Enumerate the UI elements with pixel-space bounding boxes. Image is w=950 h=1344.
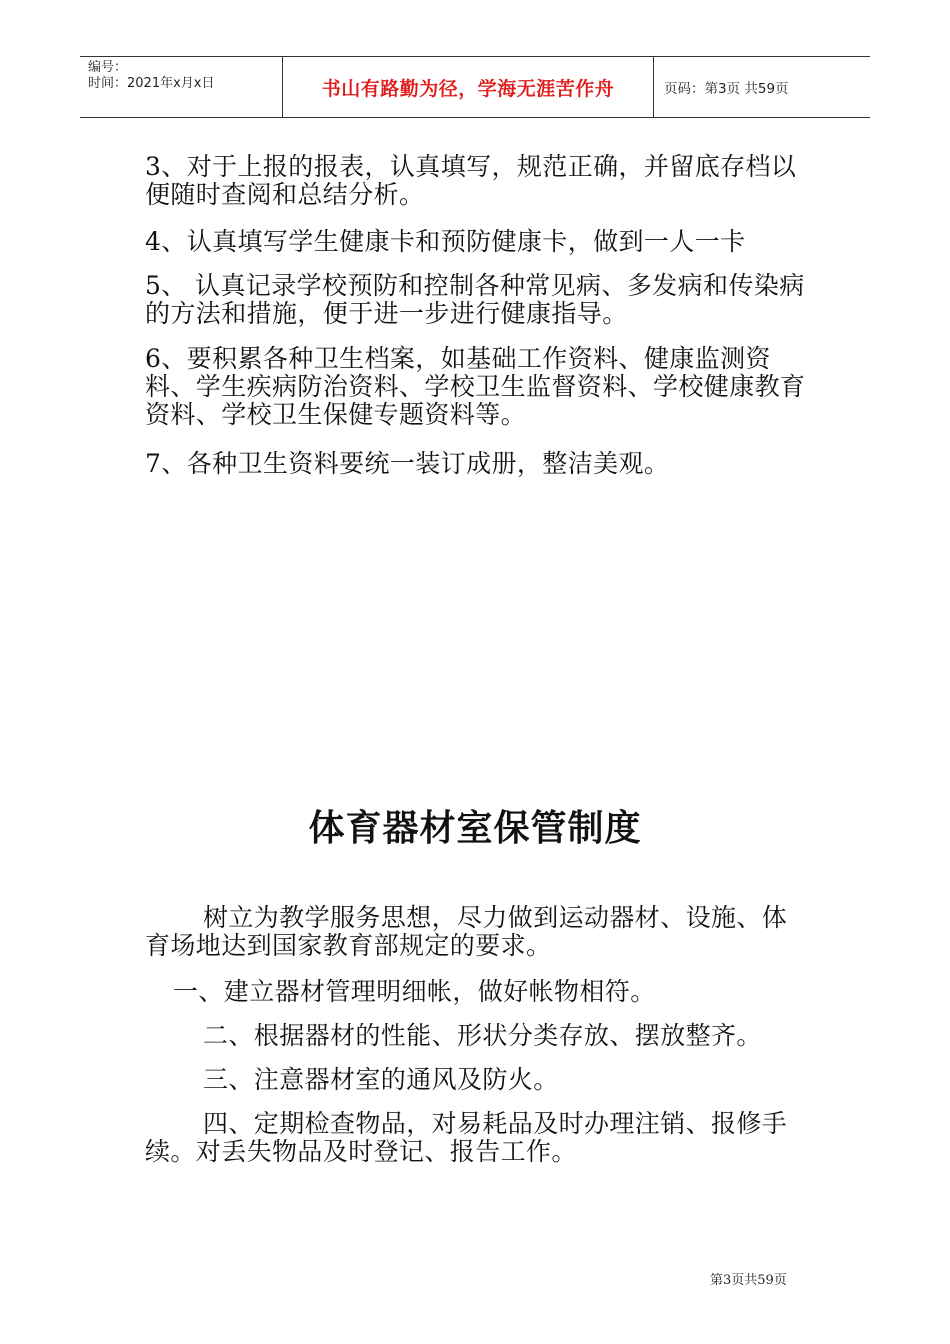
rule-item-3: 三、注意器材室的通风及防火。 [203,1065,559,1094]
header-motto: 书山有路勤为径，学海无涯苦作舟 [282,57,654,117]
rule-item-4: 四、定期检查物品，对易耗品及时办理注销、报修手续。对丢失物品及时登记、报告工作。 [145,1109,788,1166]
page-header [80,56,870,118]
section-title: 体育器材室保管制度 [308,808,642,849]
page-footer: 第3页共59页 [710,1273,787,1288]
intro-paragraph: 树立为教学服务思想，尽力做到运动器材、设施、体育场地达到国家教育部规定的要求。 [145,903,788,960]
paragraph-item-7: 7、各种卫生资料要统一装订成册，整洁美观。 [145,449,670,478]
paragraph-item-5: 5、 认真记录学校预防和控制各种常见病、多发病和传染病的方法和措施，便于进一步进行健康指导。 [145,271,805,328]
header-page-info: 页码：第3页 共59页 [664,81,789,97]
document-number-label: 编号： [88,60,128,75]
document-time-label: 时间：2021年x月x日 [88,76,215,91]
paragraph-item-4: 4、认真填写学生健康卡和预防健康卡，做到一人一卡 [145,227,746,256]
rule-item-2: 二、根据器材的性能、形状分类存放、摆放整齐。 [203,1021,762,1050]
paragraph-item-3: 3、对于上报的报表，认真填写，规范正确，并留底存档以便随时查阅和总结分析。 [145,152,797,209]
paragraph-item-6: 6、要积累各种卫生档案，如基础工作资料、健康监测资料、学生疾病防治资料、学校卫生监督资料、学校健康教育资料、学校卫生保健专题资料等。 [145,344,806,429]
header-meta [80,57,282,117]
rule-item-1: 一、建立器材管理明细帐，做好帐物相符。 [173,977,656,1006]
